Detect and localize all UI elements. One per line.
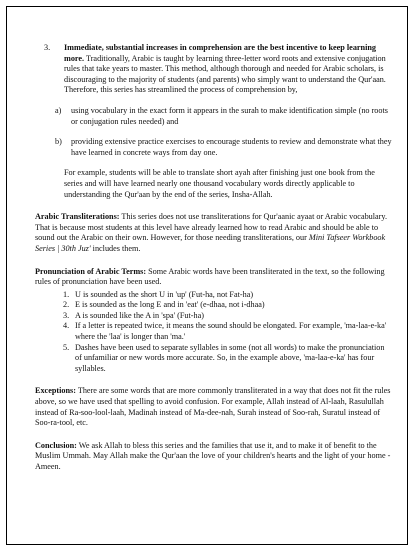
rule-text: E is sounded as the long E and in 'eat' (e-dhaa, not i-dhaa) xyxy=(75,300,265,310)
section-tail: includes them. xyxy=(90,243,141,253)
section-heading: Arabic Transliterations: xyxy=(35,212,120,222)
point-a xyxy=(35,106,393,127)
rule-number: 5. xyxy=(63,342,70,352)
item-3-text: Traditionally, Arabic is taught by learning three-letter word roots and extensive conjugation rules that take years to master. This method, although thorough and needed for Arabic scholars, is discouraging to the majority of students (and parents) who simply want to understand the Qur'aan. Therefore, this series has streamlined the process of comprehension by, xyxy=(64,53,386,95)
conclusion-section xyxy=(35,441,393,473)
pronunciation-rules xyxy=(35,290,393,375)
point-b xyxy=(35,137,393,158)
item-3-paragraph xyxy=(64,43,393,96)
page xyxy=(6,6,408,545)
rule-number: 3. xyxy=(63,310,70,320)
rule-text: Dashes have been used to separate syllables in some (not all words) to make the pronunciation of unfamiliar or new words more accurate. So, in the example above, 'ma-laa-e-ka' has four syllables. xyxy=(75,342,385,373)
section-heading: Conclusion: xyxy=(35,440,77,450)
list-item xyxy=(63,311,393,322)
rule-number: 1. xyxy=(63,289,70,299)
section-heading: Exceptions: xyxy=(35,386,76,396)
rule-text: U is sounded as the short U in 'up' (Fut-ha, not Fat-ha) xyxy=(75,289,254,299)
list-item xyxy=(63,300,393,311)
section-text: Some Arabic words have been transliterated in the text, so the following rules of pronunciation have been used. xyxy=(35,266,385,287)
rule-number: 4. xyxy=(63,321,70,331)
transliterations-section xyxy=(35,212,393,254)
series-title: Mini Tafseer Workbook Series | 30th Juz' xyxy=(35,233,386,253)
point-label: b) xyxy=(55,137,62,147)
document-body xyxy=(35,43,393,473)
section-text: This series does not use transliterations for Qur'aanic ayaat or Arabic vocabulary. That is because most students at this level have already learned how to read Arabic and should be able to sound out the Arabic on their own. However, for those needing transliterations, our xyxy=(35,212,388,243)
rule-text: If a letter is repeated twice, it means the sound should be elongated. For example, 'ma-laa-e-ka' where the 'laa' is longer than 'ma.' xyxy=(75,321,387,342)
rule-text: A is sounded like the A in 'spa' (Fut-ha) xyxy=(75,310,204,320)
section-text: There are some words that are more commonly transliterated in a way that does not fit the rules above, so we have used that spelling to avoid confusion. For example, Allah instead of Al-laah, Rasulullah instead of Ra-soo-lool-laah, Madinah instead of Ma-dee-nah, Surah instead of Soo-rah, Suratul instead of Soo-ra-tool, etc. xyxy=(35,386,391,428)
example-paragraph: For example, students will be able to translate short ayah after finishing just one book from the series and will have learned nearly one thousand vocabulary words directly applicable to understanding the Qur'aan by the end of the series, Insha-Allah. xyxy=(64,168,375,199)
exceptions-section xyxy=(35,386,393,428)
section-text: We ask Allah to bless this series and the families that use it, and to make it of benefit to the Muslim Ummah. May Allah make the Qur'aan the love of your children's hearts and the light of your home - Ameen. xyxy=(35,440,391,471)
list-item xyxy=(63,321,393,342)
item-3 xyxy=(35,43,393,96)
list-item xyxy=(63,290,393,301)
point-text: using vocabulary in the exact form it appears in the surah to make identification simple (no roots or conjugation rules needed) and xyxy=(71,105,388,126)
point-label: a) xyxy=(55,105,62,115)
item-3-heading: Immediate, substantial increases in comprehension are the best incentive to keep learning more. xyxy=(64,43,377,63)
section-heading: Pronunciation of Arabic Terms: xyxy=(35,266,147,276)
point-text: providing extensive practice exercises to encourage students to review and demonstrate what they have learned in concrete ways from day one. xyxy=(71,137,392,157)
rule-number: 2. xyxy=(63,300,70,310)
pronunciation-section xyxy=(35,267,393,288)
list-item xyxy=(63,343,393,375)
item-number: 3. xyxy=(44,43,51,52)
